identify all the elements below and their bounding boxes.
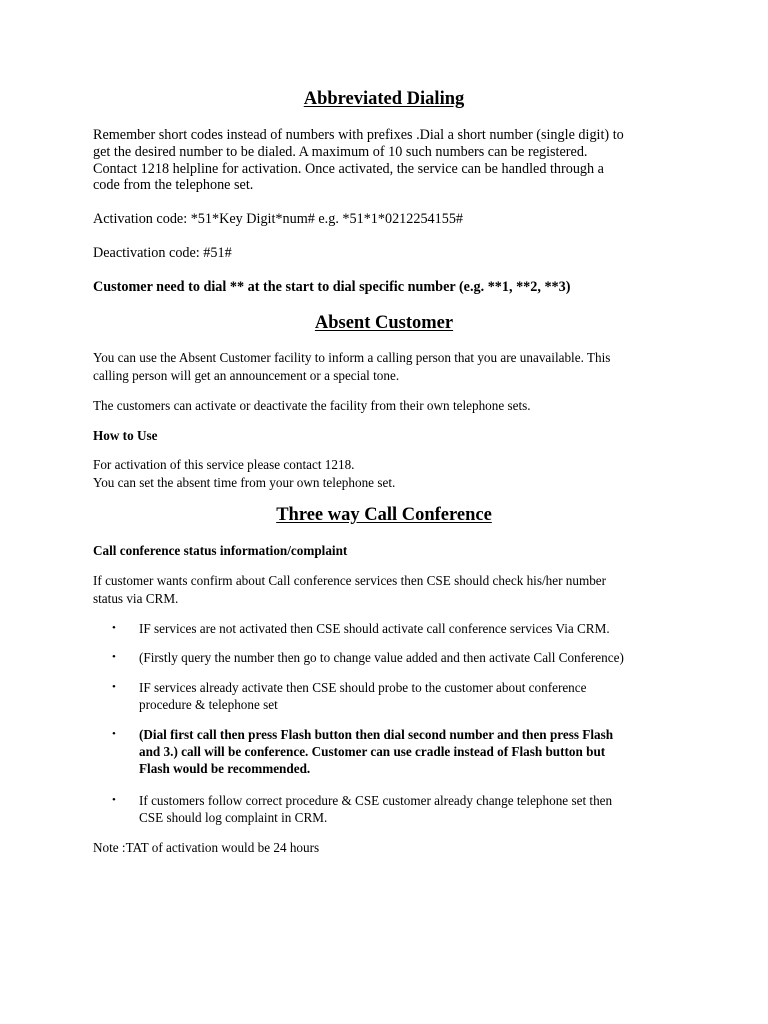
list-item-line: (Dial first call then press Flash button then dial second number and then press Flash: [139, 727, 614, 742]
list-item-line: CSE should log complaint in CRM.: [139, 810, 328, 825]
list-item-text: [139, 649, 679, 666]
intro-line: Contact 1218 helpline for activation. Once activated, the service can be handled through a: [93, 160, 604, 177]
heading-absent-customer: Absent Customer: [314, 313, 454, 333]
abbreviated-dialing-intro: [93, 127, 683, 194]
activation-code-line: [93, 211, 683, 228]
list-item-text: [139, 792, 679, 826]
dial-prefix-note: [93, 279, 683, 296]
deactivation-code-text: Deactivation code: #51#: [93, 245, 232, 261]
list-item-line: procedure & telephone set: [139, 697, 278, 712]
intro-line: Remember short codes instead of numbers with prefixes .Dial a short number (single digit) to: [93, 127, 624, 143]
list-item-line: IF services already activate then CSE should probe to the customer about conference: [139, 680, 587, 695]
activation-code-text: Activation code: *51*Key Digit*num# e.g. *51*1*0212254155#: [93, 211, 464, 227]
intro-line: If customer wants confirm about Call conference services then CSE should check his/her number: [93, 573, 607, 588]
tat-note: [93, 839, 683, 857]
how-to-use-label-text: How to Use: [93, 428, 158, 443]
list-item-line: IF services are not activated then CSE should activate call conference services Via CRM.: [139, 621, 610, 636]
how-to-use-label: [93, 427, 683, 445]
intro-line: calling person will get an announcement or a special tone.: [93, 367, 400, 383]
dial-prefix-note-text: Customer need to dial ** at the start to dial specific number (e.g. **1, **2, **3): [93, 279, 571, 295]
heading-abbreviated-dialing: Abbreviated Dialing: [303, 89, 465, 109]
list-item-line: (Firstly query the number then go to change value added and then activate Call Conference): [139, 650, 624, 665]
absent-customer-intro: [93, 349, 683, 384]
how-to-use-line: For activation of this service please contact 1218.: [93, 457, 355, 472]
intro-line: status via CRM.: [93, 590, 179, 606]
bullet-marker: •: [112, 681, 116, 693]
list-item-text: [139, 620, 679, 637]
tat-note-text: Note :TAT of activation would be 24 hours: [93, 840, 320, 855]
how-to-use-text: [93, 456, 683, 491]
list-item-line: If customers follow correct procedure & CSE customer already change telephone set then: [139, 793, 613, 808]
deactivation-code-line: [93, 245, 683, 262]
list-item-text: [139, 679, 679, 713]
intro-line: code from the telephone set.: [93, 177, 254, 194]
list-item-line: and 3.) call will be conference. Customer can use cradle instead of Flash button but: [139, 744, 606, 759]
bullet-marker: •: [112, 622, 116, 634]
list-item-line: Flash would be recommended.: [139, 761, 311, 776]
bullet-marker: •: [112, 651, 116, 663]
absent-customer-facility: [93, 397, 683, 415]
heading-three-way-call-conference: Three way Call Conference: [276, 505, 492, 525]
how-to-use-line: You can set the absent time from your own telephone set.: [93, 474, 396, 490]
call-conference-intro: [93, 572, 683, 607]
bullet-marker: •: [112, 728, 116, 740]
call-conference-status-label: [93, 542, 683, 560]
status-label-text: Call conference status information/complaint: [93, 543, 348, 558]
intro-line: You can use the Absent Customer facility to inform a calling person that you are unavailable. This: [93, 350, 611, 365]
intro-line: get the desired number to be dialed. A maximum of 10 such numbers can be registered.: [93, 143, 588, 160]
facility-text: The customers can activate or deactivate the facility from their own telephone sets.: [93, 398, 531, 413]
list-item-text: [139, 726, 679, 777]
bullet-marker: •: [112, 794, 116, 806]
